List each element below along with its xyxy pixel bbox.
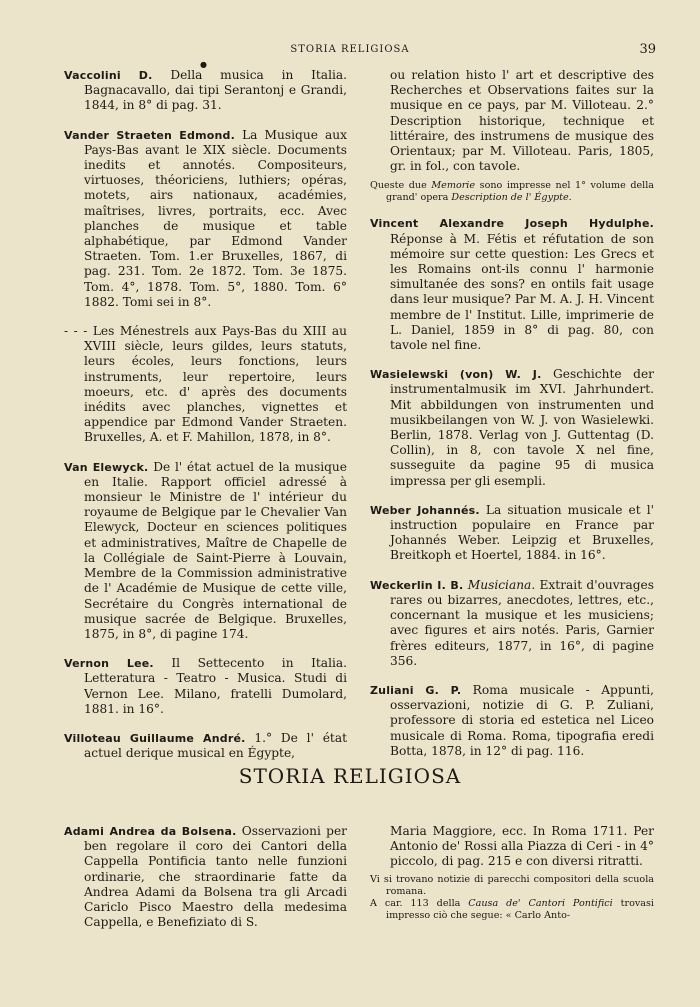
bib-entry-weckerlin <box>370 578 654 669</box>
bib-entry-adami <box>64 824 347 930</box>
entry-author: Vander Straeten Edmond. <box>64 128 235 142</box>
entry-text: Les Ménestrels aux Pays-Bas du XIII au XVIII siècle, leurs gildes, leurs statuts, leurs écoles, leurs fonctions, leurs instruments, leur repertoire, leurs moeurs, etc. d' après des documents inédits avec planches, vignettes et appendice par Edmond Vander Straeten. Bruxelles, A. et F. Mahillon, 1878, in 8°. <box>84 324 347 445</box>
bib-entry-villoteau-continued <box>370 68 654 174</box>
entry-author: Villoteau Guillaume André. <box>64 731 246 745</box>
ditto-dash: - - - <box>64 324 88 339</box>
bib-entry-vincent <box>370 216 654 353</box>
bib-entry-zuliani <box>370 683 654 759</box>
bottom-right-column <box>370 824 654 922</box>
entry-author: Weckerlin I. B. <box>370 578 464 592</box>
entry-author: Zuliani G. P. <box>370 683 462 697</box>
entry-author: Vernon Lee. <box>64 657 154 671</box>
entry-author: Vincent Alexandre Joseph Hydulphe. <box>370 217 654 231</box>
note-text: A car. 113 della <box>370 897 469 909</box>
running-title: STORIA RELIGIOSA <box>290 44 410 55</box>
entry-text: Extrait d'ouvrages rares ou bizarres, anecdotes, lettres, etc., concernant la musique et les musiciens; avec figures et airs notés. Paris, Garnier frères editeurs, 1877, in 16°, di pagine 356. <box>390 577 654 668</box>
page-number: 39 <box>639 42 656 57</box>
footnote-adami-1 <box>370 874 654 898</box>
footnote-adami-2 <box>370 898 654 922</box>
note-italic: Description de l' Égypte <box>451 192 569 204</box>
entry-text: Réponse à M. Fétis et réfutation de son mémoire sur cette question: Les Grecs et les Romains ont-ils connu l' harmonie simultanée des sons? en ontils fait usage dans leur musique? Par M. A. J. H. Vincent membre de l' Institut. Lille, imprimerie de L. Daniel, 1859 in 8° di pag. 80, con tavole nel fine. <box>390 231 654 353</box>
entry-text: Geschichte der instrumentalmusik im XVI. Jahrhundert. Mit abbildungen von instrumenten und musikbeilangen von W. J. von Wasielewki. Berlin, 1878. Verlag von J. Guttentag (D. Collin), in 8, con tavole X nel fine, susseguite da pagine 95 di musica impressa per gli esempli. <box>390 367 655 488</box>
entry-text: ou relation histo l' art et descriptive des Recherches et Observations faites sur la musique en ce pays, par M. Villoteau. 2.° Description historique, technique et littéraire, des instrumens de musique des Orientaux; par M. Villoteau. Paris, 1805, gr. in fol., con tavole. <box>390 68 654 174</box>
entry-text: De l' état actuel de la musique en Italie. Rapport officiel adressé à monsieur le Ministre de l' intérieur du royaume de Belgique par le Chevalier Van Elewyck, Docteur en sciences politiques et administratives, Maître de Chapelle de la Collégiale de Saint-Pierre à Louvain, Membre de la Commission administrative de l' Académie de Musique de cette ville, Secrétaire du Congrès international de musique sacrée de Belgique. Bruxelles, 1875, in 8°, di pagine 174. <box>84 459 347 641</box>
entry-title: Musiciana. <box>467 577 536 592</box>
left-column <box>64 68 347 775</box>
entry-author: Van Elewyck. <box>64 460 149 474</box>
bottom-left-column <box>64 824 347 944</box>
bib-entry-vaccolini <box>64 68 347 114</box>
entry-text: Maria Maggiore, ecc. In Roma 1711. Per Antonio de' Rossi alla Piazza di Ceri - in 4° piccolo, di pag. 215 e con diversi ritratti. <box>390 824 654 869</box>
note-text: Queste due <box>370 180 432 192</box>
bib-entry-vernon-lee <box>64 656 347 717</box>
entry-text: Il Settecento in Italia. Letteratura - Teatro - Musica. Studi di Vernon Lee. Milano, fratelli Dumolard, 1881. in 16°. <box>84 656 347 716</box>
entry-text: Osservazioni per ben regolare il coro dei Cantori della Cappella Pontificia tanto nelle funzioni ordinarie, che straordinarie fatte da Andrea Adami da Bolsena tra gli Arcadi Cariclo Pisco Maestro della medesima Cappella, e Benefiziato di S. <box>84 824 348 930</box>
bib-entry-menestrels <box>64 324 347 446</box>
note-italic: Causa de' Cantori Pontifici <box>468 897 613 909</box>
note-text: Vi si trovano notizie di parecchi compositori della scuola romana. <box>370 873 654 897</box>
entry-author: Weber Johannés. <box>370 503 480 517</box>
section-title: STORIA RELIGIOSA <box>238 764 462 788</box>
entry-author: Wasielewski (von) W. J. <box>370 368 542 382</box>
right-column <box>370 68 654 773</box>
bib-entry-vander-straeten <box>64 128 347 310</box>
bib-entry-weber <box>370 503 654 564</box>
entry-author: Vaccolini D. <box>64 69 153 82</box>
entry-text: 1.° De l' état actuel derique musical en Égypte, <box>84 730 347 761</box>
bib-entry-wasielewski <box>370 367 654 489</box>
entry-text: Roma musicale - Appunti, osservazioni, notizie di G. P. Zuliani, professore di storia ed estetica nel Liceo musicale di Roma. Roma, tipografia eredi Botta, 1878, in 12° di pag. 116. <box>390 682 655 758</box>
note-text: sono impresse nel 1° volume della grand' opera <box>386 180 655 204</box>
entry-text: La Musique aux Pays-Bas avant le XIX siècle. Documents inedits et annotés. Compositeurs, virtuoses, théoriciens, luthiers; opéras, motets, airs nationaux, académies, maîtrises, livres, portraits, ecc. Avec planches de musique et table alphabétique, par Edmond Vander Straeten. Tom. 1.er Bruxelles, 1867, di pag. 231. Tom. 2e 1872. Tom. 3e 1875. Tom. 4°, 1878. Tom. 5°, 1880. Tom. 6° 1882. Tomi sei in 8°. <box>84 127 347 309</box>
entry-author: Adami Andrea da Bolsena. <box>64 825 237 838</box>
note-italic: Memorie <box>431 180 476 192</box>
note-text: . <box>568 192 572 204</box>
footnote-villoteau <box>370 180 654 204</box>
print-mark: ● <box>200 60 207 69</box>
bib-entry-villoteau <box>64 731 347 761</box>
bib-entry-adami-continued <box>370 824 654 870</box>
note-text: trovasi impresso ciò che segue: « Carlo Anto- <box>386 897 654 921</box>
entry-text: Della musica in Italia. Bagnacavallo, dai tipi Serantonj e Grandi, 1844, in 8° di pag. 31. <box>84 68 348 113</box>
bib-entry-van-elewyck <box>64 460 347 642</box>
entry-text: La situation musicale et l' instruction populaire en France par Johannés Weber. Leipzig et Bruxelles, Breitkoph et Hoertel, 1884. in 16°. <box>390 502 655 563</box>
